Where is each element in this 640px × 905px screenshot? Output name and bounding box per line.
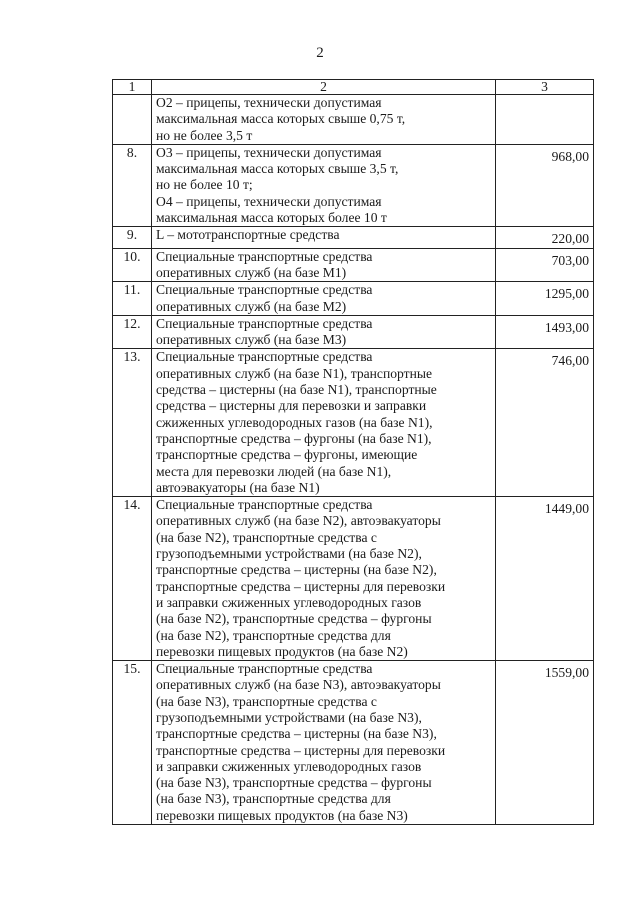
description-line: оперативных служб (на базе М3)	[156, 332, 347, 348]
row-number: 8.	[113, 144, 152, 226]
description-line: автоэвакуаторы (на базе N1)	[156, 479, 320, 495]
description-line: и заправки сжиженных углеводородных газов	[156, 758, 422, 774]
row-number: 11.	[113, 282, 152, 316]
row-description	[152, 315, 496, 349]
row-value	[496, 227, 594, 248]
description-line: О2 – прицепы, технически допустимая	[156, 95, 382, 110]
column-header-2: 2	[152, 80, 496, 95]
description-line: оперативных служб (на базе N1), транспортные	[156, 365, 433, 381]
row-description	[152, 227, 496, 248]
row-value	[496, 315, 594, 349]
row-value	[496, 144, 594, 226]
description-line: (на базе N3), транспортные средства с	[156, 693, 377, 709]
row-description	[152, 497, 496, 661]
row-number: 12.	[113, 315, 152, 349]
row-description	[152, 349, 496, 497]
value-text: 1559,00	[544, 665, 589, 681]
description-line: (на базе N3), транспортные средства для	[156, 791, 391, 807]
row-description	[152, 144, 496, 226]
description-line: (на базе N2), транспортные средства для	[156, 627, 391, 643]
description-line: Специальные транспортные средства	[156, 248, 373, 264]
description-line: оперативных служб (на базе М1)	[156, 264, 347, 280]
description-line: транспортные средства – фургоны, имеющие	[156, 447, 418, 463]
description-line: транспортные средства – фургоны (на базе N1),	[156, 430, 432, 446]
row-description	[152, 248, 496, 282]
table-row	[113, 227, 594, 248]
description-line: но не более 10 т;	[156, 177, 253, 193]
row-value	[496, 248, 594, 282]
page-number: 2	[316, 45, 324, 61]
description-line: Специальные транспортные средства	[156, 497, 373, 513]
description-line: (на базе N2), транспортные средства с	[156, 529, 377, 545]
description-line: оперативных служб (на базе N3), автоэвакуаторы	[156, 677, 441, 693]
description-line: максимальная масса которых более 10 т	[156, 210, 387, 226]
value-text: 220,00	[551, 231, 589, 247]
table-row	[113, 349, 594, 497]
row-value	[496, 95, 594, 145]
description-line: О3 – прицепы, технически допустимая	[156, 144, 382, 160]
row-number: 14.	[113, 497, 152, 661]
value-text: 968,00	[551, 148, 589, 164]
column-header-3: 3	[496, 80, 594, 95]
description-line: сжиженных углеводородных газов (на базе N1),	[156, 414, 433, 430]
description-line: места для перевозки людей (на базе N1),	[156, 463, 392, 479]
row-value	[496, 349, 594, 497]
row-number: 13.	[113, 349, 152, 497]
table-row	[113, 661, 594, 825]
description-line: средства – цистерны (на базе N1), транспортные	[156, 382, 437, 398]
table-row	[113, 315, 594, 349]
description-line: О4 – прицепы, технически допустимая	[156, 193, 382, 209]
description-line: грузоподъемными устройствами (на базе N2),	[156, 546, 422, 562]
description-line: грузоподъемными устройствами (на базе N3),	[156, 709, 422, 725]
description-line: максимальная масса которых свыше 0,75 т,	[156, 111, 406, 127]
value-text: 1493,00	[544, 319, 589, 335]
row-description	[152, 661, 496, 825]
description-line: транспортные средства – цистерны для перевозки	[156, 742, 446, 758]
column-header-1: 1	[113, 80, 152, 95]
row-number	[113, 95, 152, 145]
tariff-table	[112, 79, 594, 825]
table-row	[113, 497, 594, 661]
value-text: 1449,00	[544, 501, 589, 517]
row-number: 9.	[113, 227, 152, 248]
description-line: Специальные транспортные средства	[156, 315, 373, 331]
row-value	[496, 282, 594, 316]
row-number: 10.	[113, 248, 152, 282]
description-line: Специальные транспортные средства	[156, 282, 373, 298]
description-line: транспортные средства – цистерны (на базе N2),	[156, 562, 437, 578]
description-line: транспортные средства – цистерны (на базе N3),	[156, 726, 437, 742]
description-line: оперативных служб (на базе N2), автоэвакуаторы	[156, 513, 441, 529]
description-line: Специальные транспортные средства	[156, 349, 373, 365]
value-text: 703,00	[551, 252, 589, 268]
description-line: (на базе N3), транспортные средства – фургоны	[156, 775, 432, 791]
description-line: Специальные транспортные средства	[156, 661, 373, 677]
description-line: оперативных служб (на базе М2)	[156, 298, 347, 314]
description-line: максимальная масса которых свыше 3,5 т,	[156, 161, 399, 177]
row-value	[496, 497, 594, 661]
table-row	[113, 248, 594, 282]
description-line: перевозки пищевых продуктов (на базе N3)	[156, 807, 408, 823]
description-line: (на базе N2), транспортные средства – фургоны	[156, 611, 432, 627]
description-line: транспортные средства – цистерны для перевозки	[156, 578, 446, 594]
table-row	[113, 95, 594, 145]
table-row	[113, 144, 594, 226]
table-body	[113, 95, 594, 825]
row-description	[152, 95, 496, 145]
description-line: и заправки сжиженных углеводородных газов	[156, 594, 422, 610]
description-line: перевозки пищевых продуктов (на базе N2)	[156, 643, 408, 659]
description-line: средства – цистерны для перевозки и заправки	[156, 398, 427, 414]
row-value	[496, 661, 594, 825]
row-description	[152, 282, 496, 316]
value-text: 1295,00	[544, 286, 589, 302]
value-text: 746,00	[551, 353, 589, 369]
table-row	[113, 282, 594, 316]
table-header-row	[113, 80, 594, 95]
row-number: 15.	[113, 661, 152, 825]
description-line: L – мототранспортные средства	[156, 227, 340, 243]
description-line: но не более 3,5 т	[156, 127, 253, 143]
